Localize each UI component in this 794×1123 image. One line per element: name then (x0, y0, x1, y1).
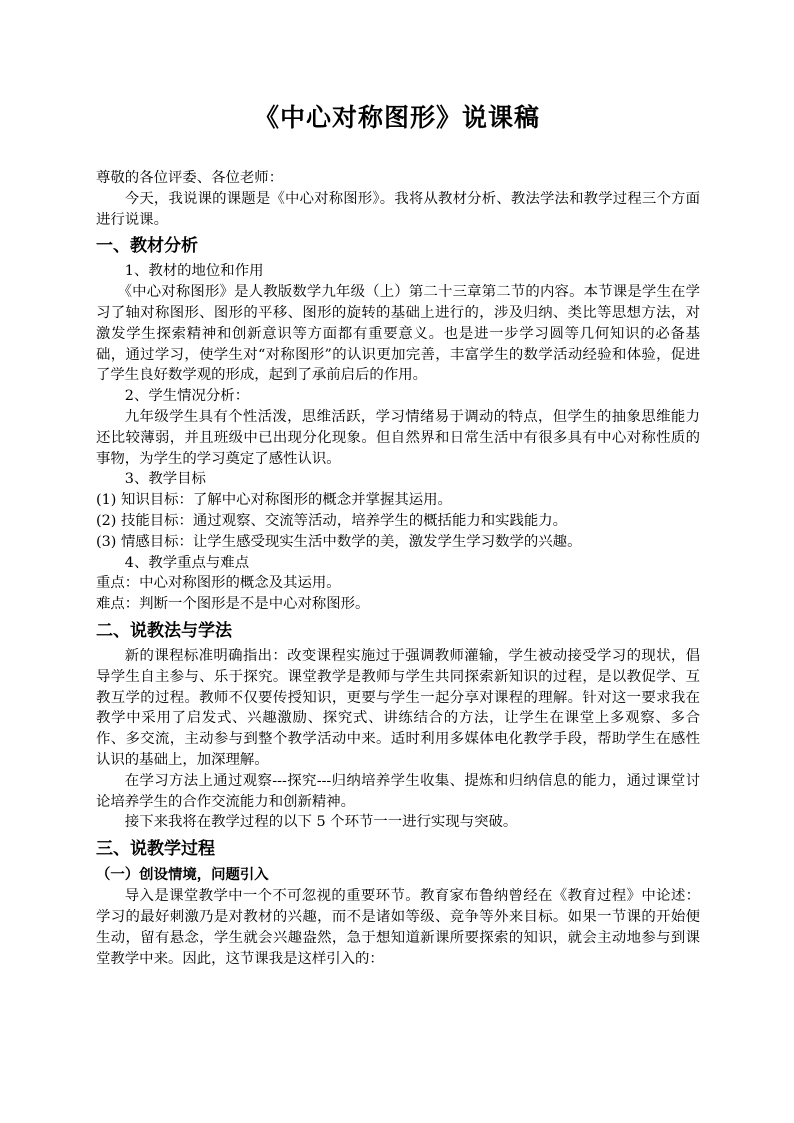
difficult-point: 难点：判断一个图形是不是中心对称图形。 (96, 596, 370, 613)
key-point: 重点：中心对称图形的概念及其运用。 (96, 575, 341, 592)
paragraph-student-analysis: 九年级学生具有个性活泼，思维活跃，学习情绪易于调动的特点，但学生的抽象思维能力还比较薄弱，并且班级中已出现分化现象。但自然界和日常生活中有很多具有中心对称性质的事物，为学生的学习奠定了感性认识。 (96, 408, 700, 467)
paragraph-next-steps: 接下来我将在教学过程的以下 5 个环节一一进行实现与突破。 (124, 814, 518, 831)
paragraph-learning-methods: 在学习方法上通过观察---探究---归纳培养学生收集、提炼和归纳信息的能力，通过课堂讨论培养学生的合作交流能力和创新精神。 (96, 772, 700, 810)
greeting: 尊敬的各位评委、各位老师： (96, 170, 284, 186)
document-body (96, 168, 700, 969)
paragraph-scenario-intro: 导入是课堂教学中一个不可忽视的重要环节。教育家布鲁纳曾经在《教育过程》中论述：学习的最好刺激乃是对教材的兴趣，而不是诸如等级、竞争等外来目标。如果一节课的开始便生动，留有悬念，学生就会兴趣盎然，急于想知道新课所要探索的知识，就会主动地参与到课堂教学中来。因此，这节课我是这样引入的： (96, 888, 700, 967)
paragraph-position-role: 《中心对称图形》是人教版数学九年级（上）第二十三章第二节的内容。本节课是学生在学习了轴对称图形、图形的平移、图形的旋转的基础上进行的，涉及归纳、类比等思想方法，对激发学生探索精神和创新意识等方面都有重要意义。也是进一步学习圆等几何知识的必备基础，通过学习，使学生对“对称图形”的认识更加完善，丰富学生的数学活动经验和体验，促进了学生良好数学观的形成，起到了承前启后的作用。 (96, 284, 700, 384)
subheading-teaching-goals: 3、教学目标 (124, 471, 206, 488)
intro-paragraph: 今天，我说课的课题是《中心对称图形》。我将从教材分析、教法学法和教学过程三个方面进行说课。 (96, 190, 700, 228)
section-heading-teaching-process: 三、说教学过程 (96, 839, 215, 860)
subheading-student-analysis: 2、学生情况分析： (124, 388, 250, 405)
subheading-position-role: 1、教材的地位和作用 (124, 263, 264, 280)
subheading-key-difficult: 4、教学重点与难点 (124, 554, 250, 571)
paragraph-teaching-methods: 新的课程标准明确指出：改变课程实施过于强调教师灌输，学生被动接受学习的现状，倡导学生自主参与、乐于探究。课堂教学是教师与学生共同探索新知识的过程，是以教促学、互教互学的过程。教师不仅要传授知识，更要与学生一起分享对课程的理解。针对这一要求我在教学中采用了启发式、兴趣激励、探究式、讲练结合的方法，让学生在课堂上多观察、多合作、多交流，主动参与到整个教学活动中来。适时利用多媒体电化教学手段，帮助学生在感性认识的基础上，加深理解。 (96, 647, 700, 768)
goal-knowledge: (1) 知识目标：了解中心对称图形的概念并掌握其运用。 (96, 492, 452, 509)
goal-emotion: (3) 情感目标：让学生感受现实生活中数学的美，激发学生学习数学的兴趣。 (96, 533, 582, 550)
section-heading-methods: 二、说教法与学法 (96, 620, 232, 641)
subheading-scenario-intro: （一）创设情境，问题引入 (96, 867, 269, 884)
section-heading-textbook-analysis: 一、教材分析 (96, 236, 198, 257)
goal-skill: (2) 技能目标：通过观察、交流等活动，培养学生的概括能力和实践能力。 (96, 512, 568, 529)
document-title: 《中心对称图形》说课稿 (253, 103, 540, 132)
